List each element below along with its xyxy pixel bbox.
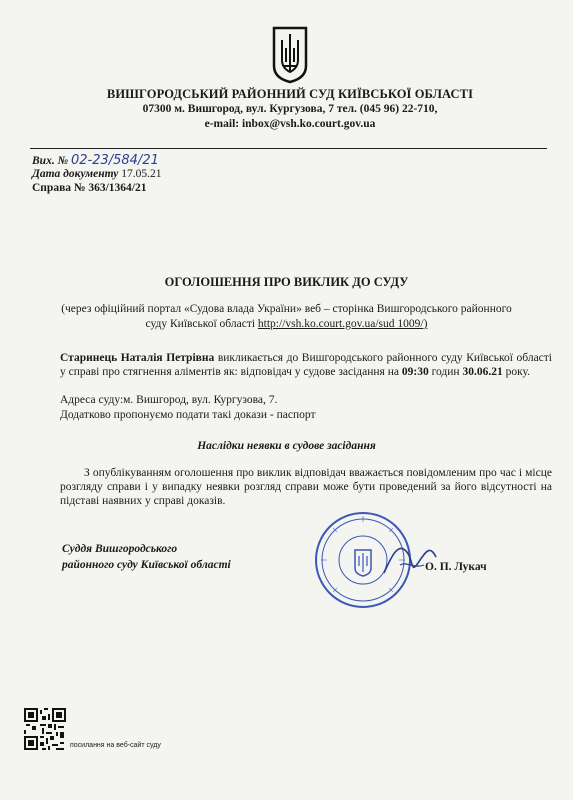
notice-subtitle-text: (через офіційний портал «Судова влада України» веб – сторінка Вишгородського районного суду Київської області	[61, 303, 512, 330]
court-website-link[interactable]: http://vsh.ko.court.gov.ua/sud 1009/)	[257, 318, 428, 330]
hours-word: годин	[428, 366, 463, 378]
court-name: ВИШГОРОДСЬКИЙ РАЙОННИЙ СУД КИЇВСЬКОЇ ОБЛАСТІ	[106, 87, 474, 101]
document-date-line	[32, 168, 162, 180]
judge-title-line2: районного суду Київської області	[62, 559, 231, 571]
summons-text: викликається до Вишгородського районного суду Київської області у справі про стягнення аліментів як: відповідач у судове засідання на	[60, 352, 553, 378]
judge-name: О. П. Лукач	[425, 561, 487, 573]
summons-paragraph	[60, 351, 552, 379]
notice-title: ОГОЛОШЕННЯ ПРО ВИКЛИК ДО СУДУ	[164, 275, 409, 289]
consequences-title: Наслідки неявки в судове засідання	[197, 440, 376, 452]
outgoing-number: 02-23/584/21	[70, 153, 159, 168]
qr-caption: посилання на веб-сайт суду	[70, 742, 161, 749]
judge-signature-icon	[380, 535, 440, 585]
case-number: Справа № 363/1364/21	[32, 182, 147, 194]
evidence-line: Додатково пропонуємо подати такі докази - паспорт	[60, 409, 316, 421]
year-word: року.	[502, 366, 530, 378]
consequences-paragraph: З опублікуванням оголошення про виклик відповідач вважається повідомленим про час і місце розгляду справи і у випадку неявки розгляд справи може бути проведений за його відсутності на підставі наявних у справі доказів.	[60, 467, 552, 507]
judge-title-line1: Суддя Вишгородського	[62, 543, 178, 555]
outgoing-number-line	[32, 153, 159, 168]
date-label: Дата документу	[32, 168, 119, 180]
person-name: Старинець Наталія Петрівна	[60, 352, 215, 364]
court-email: e-mail: inbox@vsh.ko.court.gov.ua	[204, 118, 376, 130]
outgoing-label: Вих. №	[32, 155, 69, 167]
coat-of-arms-icon	[272, 26, 308, 84]
qr-code-icon[interactable]	[24, 708, 66, 750]
hearing-time: 09:30	[401, 366, 429, 378]
notice-subtitle	[50, 302, 523, 332]
hearing-date: 30.06.21	[462, 366, 503, 378]
court-address: 07300 м. Вишгород, вул. Кургузова, 7 тел. (045 96) 22-710,	[142, 103, 438, 115]
header-divider	[30, 148, 547, 149]
court-address-line: Адреса суду:м. Вишгород, вул. Кургузова, 7.	[60, 394, 278, 406]
date-value: 17.05.21	[121, 168, 162, 180]
